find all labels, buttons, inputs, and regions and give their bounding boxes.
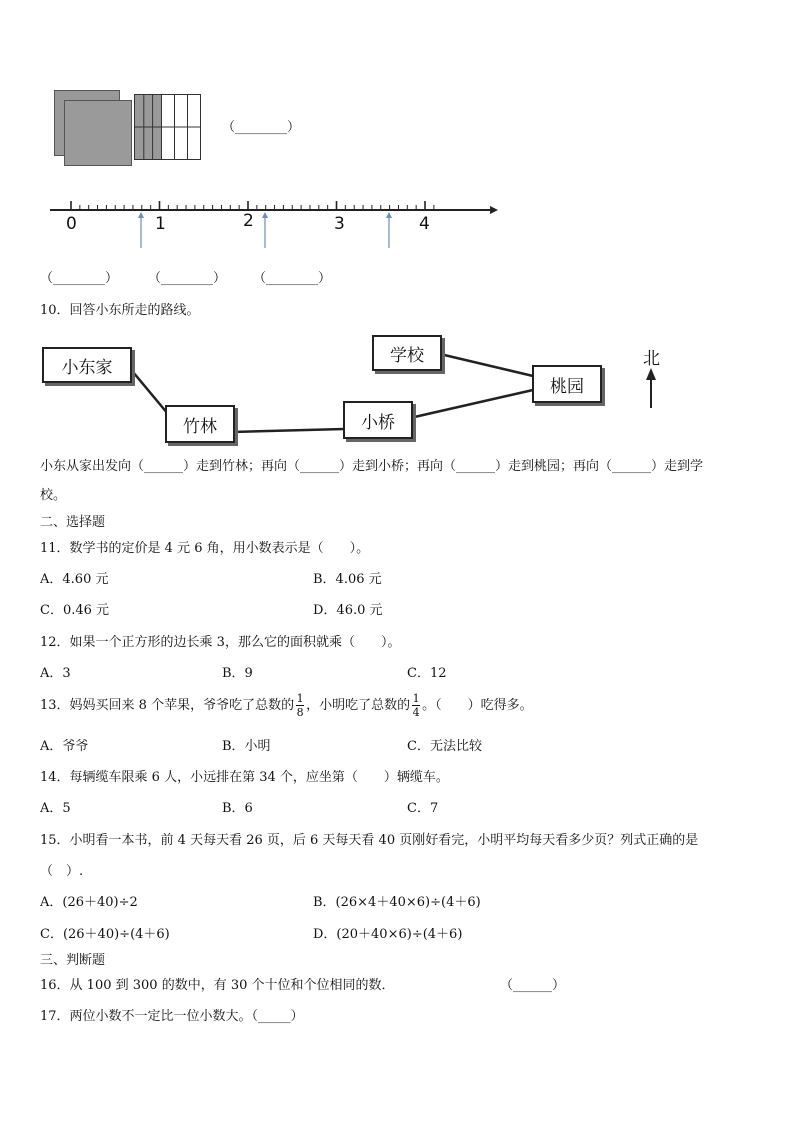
- frac1-den: 8: [296, 706, 304, 719]
- q11-option-c[interactable]: C．0.46 元: [40, 603, 110, 618]
- q14-option-c[interactable]: C．7: [407, 801, 439, 816]
- fraction-one-eighth: [296, 693, 304, 718]
- numberline-blank-2[interactable]: （________）: [148, 271, 227, 286]
- numberline-label-2: 2: [243, 211, 254, 231]
- q14-stem: 14．每辆缆车限乘 6 人，小远排在第 34 个，应坐第（ ）辆缆车。: [40, 770, 449, 785]
- q15-stem: 15．小明看一本书，前 4 天每天看 26 页，后 6 天每天看 40 页刚好看完，小明平均每天看多少页？列式正确的是: [40, 833, 699, 848]
- q15-option-a[interactable]: A．(26＋40)÷2: [40, 895, 138, 910]
- decimal-square-figure: [54, 88, 214, 168]
- place-school: 学校: [372, 335, 442, 371]
- q11-option-d[interactable]: D．46.0 元: [313, 603, 383, 618]
- q13-stem-a: 13．妈妈买回来 8 个苹果，爷爷吃了总数的: [40, 697, 295, 713]
- full-square-front: [64, 100, 132, 166]
- q15-option-c[interactable]: C．(26＋40)÷(4＋6): [40, 927, 170, 942]
- q12-option-c[interactable]: C．12: [407, 666, 447, 681]
- section-choice-heading: 二、选择题: [40, 515, 106, 530]
- q10-title: 10．回答小东所走的路线。: [40, 303, 200, 318]
- place-home: 小东家: [42, 347, 132, 383]
- q13-option-c[interactable]: C．无法比较: [407, 739, 482, 754]
- q16-stem: 16．从 100 到 300 的数中，有 30 个十位和个位相同的数．: [40, 978, 395, 993]
- q14-option-a[interactable]: A．5: [40, 801, 71, 816]
- frac2-num: 1: [412, 692, 420, 705]
- place-bamboo: 竹林: [165, 405, 235, 443]
- q12-option-b[interactable]: B．9: [222, 666, 253, 681]
- place-bridge: 小桥: [343, 401, 413, 439]
- number-line: [44, 196, 500, 256]
- place-peach: 桃园: [532, 365, 602, 403]
- q11-stem: 11．数学书的定价是 4 元 6 角，用小数表示是（ ）。: [40, 541, 370, 556]
- q13-stem: [40, 693, 533, 718]
- q12-option-a[interactable]: A．3: [40, 666, 71, 681]
- q13-option-b[interactable]: B．小明: [222, 739, 271, 754]
- section-judge-heading: 三、判断题: [40, 953, 106, 968]
- q13-stem-c: 。（ ）吃得多。: [422, 697, 533, 713]
- q16-blank[interactable]: （______）: [500, 978, 566, 993]
- frac1-num: 1: [296, 692, 304, 705]
- q15-stem-blank[interactable]: （ ）.: [40, 864, 84, 879]
- numberline-label-4: 4: [419, 214, 430, 234]
- q15-option-b[interactable]: B．(26×4＋40×6)÷(4＋6): [313, 895, 481, 910]
- q11-option-a[interactable]: A．4.60 元: [40, 572, 109, 587]
- q10-route-line2: 校。: [40, 488, 67, 503]
- numberline-label-0: 0: [66, 214, 77, 234]
- frac2-den: 4: [412, 706, 420, 719]
- partial-grid: [134, 94, 202, 160]
- q11-option-b[interactable]: B．4.06 元: [313, 572, 382, 587]
- numberline-label-3: 3: [334, 214, 345, 234]
- q17-stem[interactable]: 17．两位小数不一定比一位小数大。（_____）: [40, 1009, 304, 1024]
- numberline-blank-1[interactable]: （________）: [40, 271, 119, 286]
- q10-route-line1[interactable]: 小东从家出发向（______）走到竹林；再向（______）走到小桥；再向（______）走到桃园；再向（______）走到学: [40, 459, 704, 474]
- q14-option-b[interactable]: B．6: [222, 801, 253, 816]
- numberline-label-1: 1: [155, 214, 166, 234]
- figure-answer-blank[interactable]: （________）: [222, 120, 301, 135]
- north-label: 北: [643, 349, 660, 369]
- numberline-blank-3[interactable]: （________）: [253, 271, 332, 286]
- q13-option-a[interactable]: A．爷爷: [40, 739, 89, 754]
- fraction-one-quarter: [412, 693, 420, 718]
- q12-stem: 12．如果一个正方形的边长乘 3，那么它的面积就乘（ ）。: [40, 635, 401, 650]
- q15-option-d[interactable]: D．(20＋40×6)÷(4＋6): [313, 927, 463, 942]
- q13-stem-b: ，小明吃了总数的: [306, 697, 411, 713]
